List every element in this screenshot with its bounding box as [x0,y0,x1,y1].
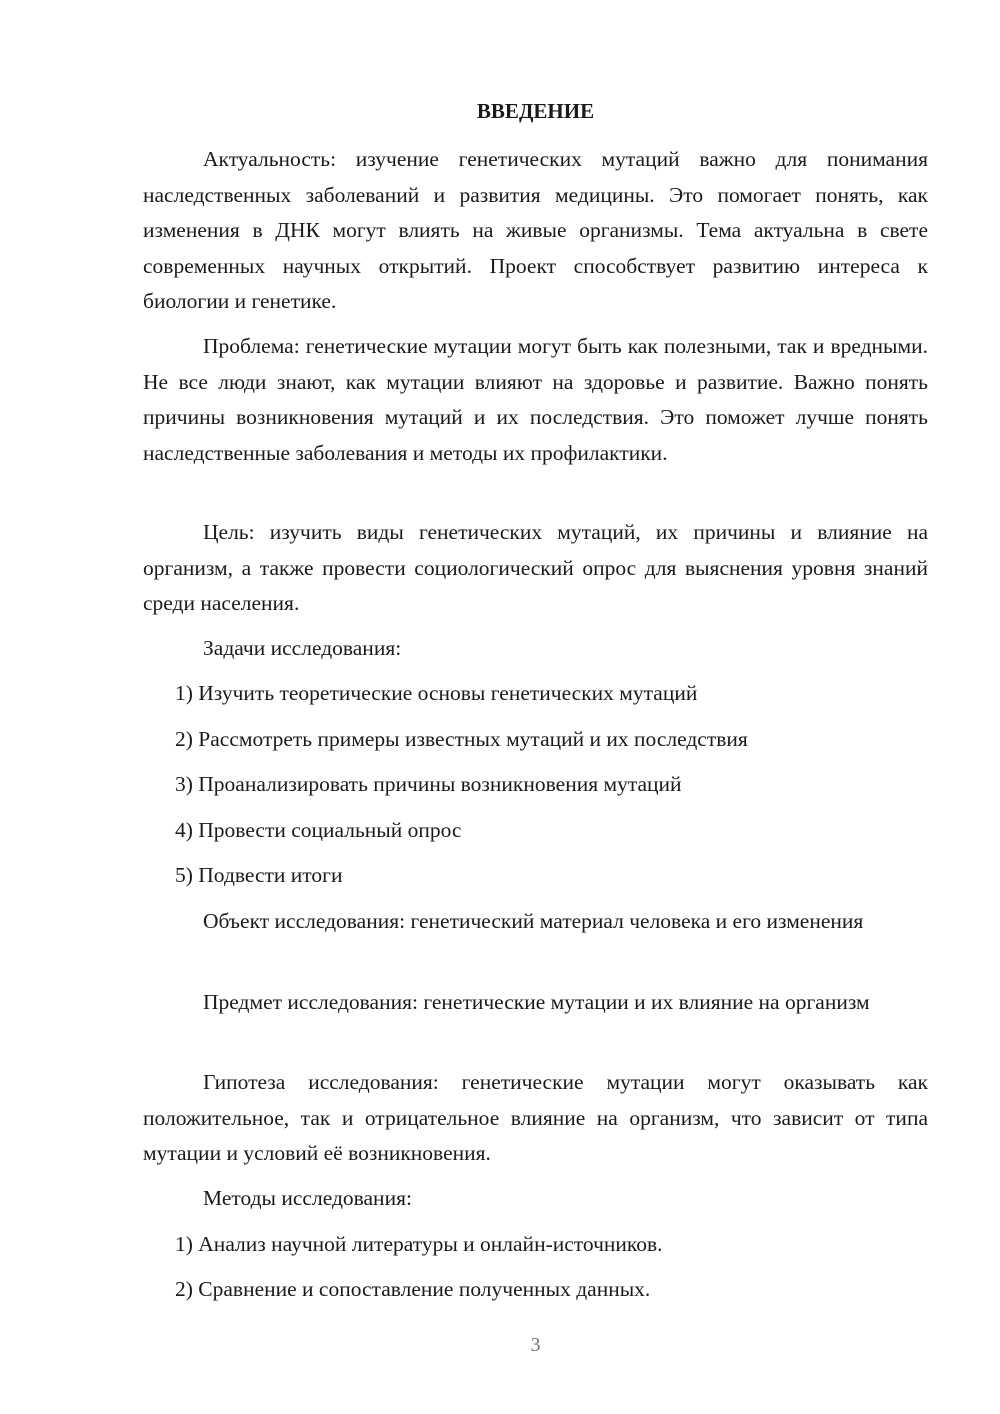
task-item: 4) Провести социальный опрос [175,818,462,842]
subject-paragraph: Предмет исследования: генетические мутации и их влияние на организм [203,990,870,1014]
object-paragraph: Объект исследования: генетический материал человека и его изменения [203,909,864,933]
problem-paragraph: Проблема: генетические мутации могут быть как полезными, так и вредными. Не все люди знают, как мутации влияют на здоровье и развитие. Важно понять причины возникновения мутаций и их последствия. Это поможет лучше понять наследственные заболевания и методы их профилактики. [143,334,928,465]
task-item: 1) Изучить теоретические основы генетических мутаций [175,681,698,705]
goal-paragraph: Цель: изучить виды генетических мутаций, их причины и влияние на организм, а также провести социологический опрос для выяснения уровня знаний среди населения. [143,520,928,615]
method-item: 2) Сравнение и сопоставление полученных данных. [175,1277,651,1301]
relevance-paragraph: Актуальность: изучение генетических мутаций важно для понимания наследственных заболеваний и развития медицины. Это помогает понять, как изменения в ДНК могут влиять на живые организмы. Тема актуальна в свете современных научных открытий. Проект способствует развитию интереса к биологии и генетике. [143,147,928,313]
method-item: 1) Анализ научной литературы и онлайн-источников. [175,1232,663,1256]
methods-heading: Методы исследования: [203,1186,412,1210]
tasks-heading: Задачи исследования: [203,636,402,660]
page-title: ВВЕДЕНИЕ [476,99,595,123]
page-number: 3 [530,1334,541,1356]
hypothesis-paragraph: Гипотеза исследования: генетические мутации могут оказывать как положительное, так и отрицательное влияние на организм, что зависит от типа мутации и условий её возникновения. [143,1070,928,1165]
task-item: 5) Подвести итоги [175,863,343,887]
document-page [143,0,928,1414]
task-item: 3) Проанализировать причины возникновения мутаций [175,772,682,796]
task-item: 2) Рассмотреть примеры известных мутаций и их последствия [175,727,748,751]
